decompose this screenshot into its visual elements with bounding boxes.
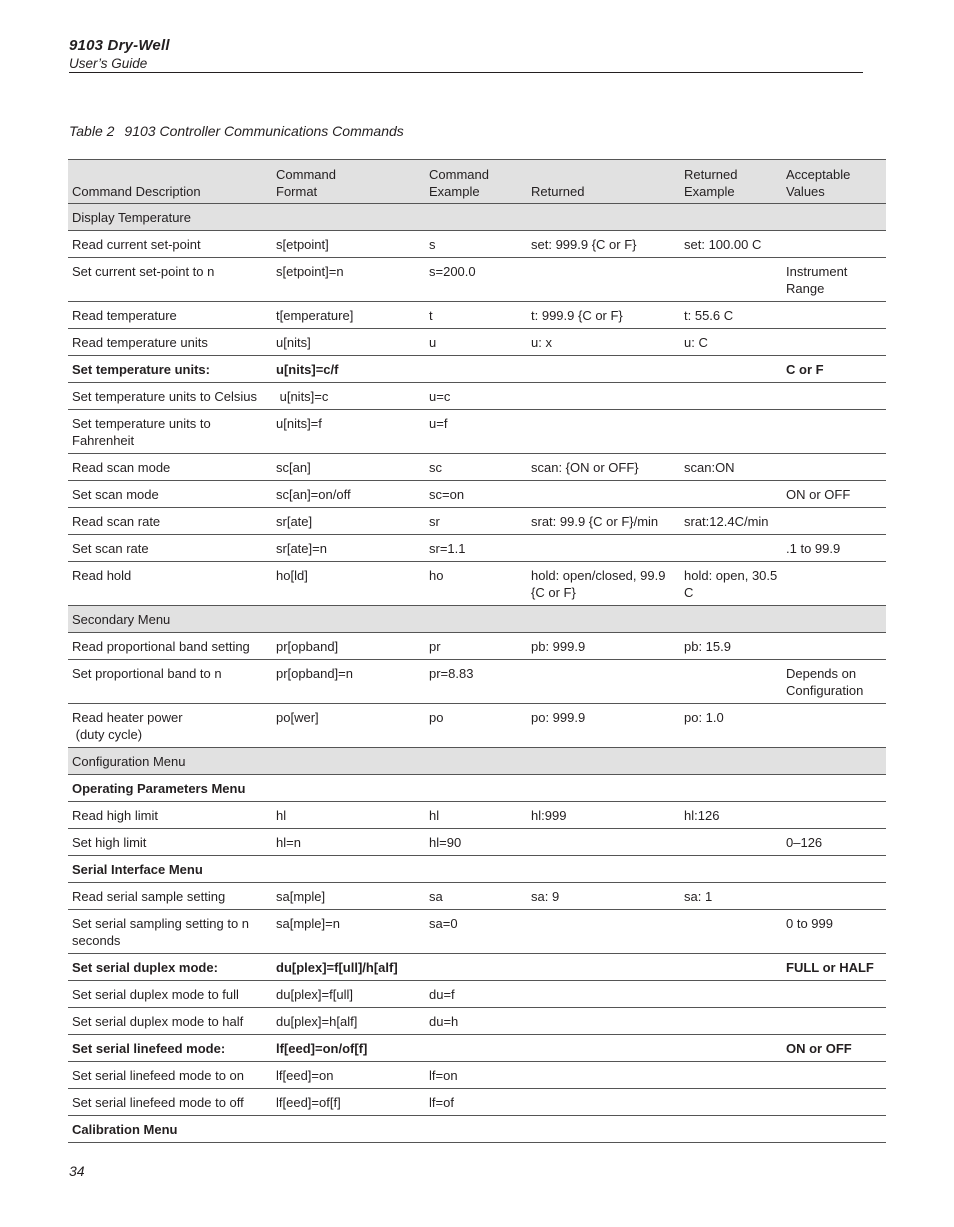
- cell-returned-example: [680, 204, 782, 231]
- cell-example: [425, 954, 527, 981]
- table-row: [68, 802, 886, 829]
- cell-example: [425, 748, 527, 775]
- cell-example: pr=8.83: [425, 660, 527, 704]
- cell-returned-example: set: 100.00 C: [680, 231, 782, 258]
- cell-format: [272, 748, 425, 775]
- cell-example: s=200.0: [425, 258, 527, 302]
- cell-example: t: [425, 302, 527, 329]
- cell-acceptable-values: [782, 454, 886, 481]
- cell-returned-example: [680, 981, 782, 1008]
- cell-acceptable-values: 0 to 999: [782, 910, 886, 954]
- cell-description: Set serial duplex mode:: [68, 954, 272, 981]
- cell-returned-example: [680, 775, 782, 802]
- cell-returned-example: [680, 660, 782, 704]
- table-row: [68, 1116, 886, 1143]
- cell-format: sc[an]=on/off: [272, 481, 425, 508]
- cell-example: s: [425, 231, 527, 258]
- cell-acceptable-values: [782, 302, 886, 329]
- cell-format: sr[ate]: [272, 508, 425, 535]
- cell-description: Read hold: [68, 562, 272, 606]
- cell-description: Set temperature units to Celsius: [68, 383, 272, 410]
- table-header: [68, 160, 886, 204]
- cell-returned: [527, 775, 680, 802]
- cell-returned-example: srat:12.4C/min: [680, 508, 782, 535]
- cell-returned-example: [680, 856, 782, 883]
- cell-format: [272, 204, 425, 231]
- table-row: [68, 1062, 886, 1089]
- cell-returned: set: 999.9 {C or F}: [527, 231, 680, 258]
- cell-format: sa[mple]=n: [272, 910, 425, 954]
- cell-returned-example: [680, 1035, 782, 1062]
- cell-description: Read temperature: [68, 302, 272, 329]
- cell-returned-example: [680, 606, 782, 633]
- cell-acceptable-values: [782, 383, 886, 410]
- cell-returned: t: 999.9 {C or F}: [527, 302, 680, 329]
- column-header-acceptable-values: Acceptable Values: [782, 160, 886, 204]
- cell-returned-example: u: C: [680, 329, 782, 356]
- cell-format: u[nits]=c: [272, 383, 425, 410]
- cell-returned-example: [680, 481, 782, 508]
- cell-returned-example: hold: open, 30.5 C: [680, 562, 782, 606]
- cell-description: Set serial duplex mode to half: [68, 1008, 272, 1035]
- cell-format: [272, 775, 425, 802]
- cell-example: [425, 856, 527, 883]
- cell-returned: pb: 999.9: [527, 633, 680, 660]
- column-header-description: Command Description: [68, 160, 272, 204]
- commands-table: [68, 159, 886, 1143]
- table-caption: [69, 123, 404, 139]
- cell-format: sc[an]: [272, 454, 425, 481]
- cell-description: Set serial linefeed mode:: [68, 1035, 272, 1062]
- cell-description: Serial Interface Menu: [68, 856, 272, 883]
- cell-acceptable-values: [782, 633, 886, 660]
- table-row: [68, 383, 886, 410]
- cell-acceptable-values: [782, 748, 886, 775]
- cell-format: pr[opband]: [272, 633, 425, 660]
- cell-example: [425, 775, 527, 802]
- cell-example: du=f: [425, 981, 527, 1008]
- cell-example: [425, 204, 527, 231]
- table-row: [68, 910, 886, 954]
- cell-example: sc=on: [425, 481, 527, 508]
- cell-returned-example: sa: 1: [680, 883, 782, 910]
- cell-returned: sa: 9: [527, 883, 680, 910]
- cell-example: [425, 1035, 527, 1062]
- table-row: [68, 829, 886, 856]
- cell-returned: [527, 954, 680, 981]
- cell-description: Operating Parameters Menu: [68, 775, 272, 802]
- cell-returned: [527, 981, 680, 1008]
- cell-description: Set temperature units to Fahrenheit: [68, 410, 272, 454]
- cell-returned: u: x: [527, 329, 680, 356]
- cell-returned: po: 999.9: [527, 704, 680, 748]
- cell-description: Read high limit: [68, 802, 272, 829]
- table-row: [68, 410, 886, 454]
- cell-format: lf[eed]=on: [272, 1062, 425, 1089]
- cell-acceptable-values: [782, 562, 886, 606]
- cell-format: lf[eed]=on/of[f]: [272, 1035, 425, 1062]
- cell-format: ho[ld]: [272, 562, 425, 606]
- cell-example: [425, 1116, 527, 1143]
- cell-description: Configuration Menu: [68, 748, 272, 775]
- cell-example: lf=on: [425, 1062, 527, 1089]
- cell-returned-example: hl:126: [680, 802, 782, 829]
- table-row: [68, 454, 886, 481]
- cell-acceptable-values: ON or OFF: [782, 481, 886, 508]
- cell-format: t[emperature]: [272, 302, 425, 329]
- cell-format: s[etpoint]: [272, 231, 425, 258]
- cell-returned-example: po: 1.0: [680, 704, 782, 748]
- cell-returned: [527, 383, 680, 410]
- cell-example: sa: [425, 883, 527, 910]
- table-row: [68, 481, 886, 508]
- cell-description: Read temperature units: [68, 329, 272, 356]
- cell-returned: scan: {ON or OFF}: [527, 454, 680, 481]
- column-header-example: Command Example: [425, 160, 527, 204]
- section-row: [68, 748, 886, 775]
- cell-example: sr: [425, 508, 527, 535]
- cell-format: du[plex]=f[ull]/h[alf]: [272, 954, 425, 981]
- cell-description: Set serial linefeed mode to off: [68, 1089, 272, 1116]
- cell-description: Secondary Menu: [68, 606, 272, 633]
- cell-format: hl: [272, 802, 425, 829]
- cell-description: Read scan rate: [68, 508, 272, 535]
- cell-acceptable-values: [782, 1089, 886, 1116]
- table-row: [68, 660, 886, 704]
- cell-returned: [527, 535, 680, 562]
- document-subtitle: User’s Guide: [69, 56, 148, 71]
- cell-example: [425, 356, 527, 383]
- cell-acceptable-values: [782, 329, 886, 356]
- cell-example: u=f: [425, 410, 527, 454]
- cell-acceptable-values: [782, 231, 886, 258]
- cell-format: [272, 606, 425, 633]
- cell-description: Read scan mode: [68, 454, 272, 481]
- table-body: [68, 204, 886, 1143]
- cell-returned-example: [680, 910, 782, 954]
- cell-acceptable-values: C or F: [782, 356, 886, 383]
- cell-format: po[wer]: [272, 704, 425, 748]
- cell-format: u[nits]: [272, 329, 425, 356]
- cell-example: sa=0: [425, 910, 527, 954]
- table-row: [68, 633, 886, 660]
- table-row: [68, 704, 886, 748]
- cell-description: Set temperature units:: [68, 356, 272, 383]
- cell-returned-example: [680, 954, 782, 981]
- cell-example: u=c: [425, 383, 527, 410]
- cell-returned-example: [680, 829, 782, 856]
- document-title: 9103 Dry-Well: [69, 37, 170, 54]
- cell-description: Set proportional band to n: [68, 660, 272, 704]
- cell-acceptable-values: ON or OFF: [782, 1035, 886, 1062]
- cell-description: Set serial sampling setting to n seconds: [68, 910, 272, 954]
- cell-returned-example: [680, 410, 782, 454]
- cell-acceptable-values: [782, 802, 886, 829]
- cell-description: Calibration Menu: [68, 1116, 272, 1143]
- column-header-format: Command Format: [272, 160, 425, 204]
- cell-format: hl=n: [272, 829, 425, 856]
- cell-returned: [527, 1116, 680, 1143]
- cell-returned: [527, 829, 680, 856]
- table-row: [68, 356, 886, 383]
- cell-returned: [527, 204, 680, 231]
- cell-returned-example: [680, 1062, 782, 1089]
- cell-description: Set scan mode: [68, 481, 272, 508]
- cell-format: sr[ate]=n: [272, 535, 425, 562]
- cell-example: sc: [425, 454, 527, 481]
- header-row: [68, 160, 886, 204]
- page-number: 34: [69, 1163, 85, 1179]
- cell-format: du[plex]=h[alf]: [272, 1008, 425, 1035]
- table-row: [68, 508, 886, 535]
- table-row: [68, 535, 886, 562]
- cell-acceptable-values: [782, 981, 886, 1008]
- cell-returned-example: [680, 258, 782, 302]
- cell-acceptable-values: [782, 204, 886, 231]
- table-row: [68, 954, 886, 981]
- cell-returned: [527, 856, 680, 883]
- cell-acceptable-values: [782, 775, 886, 802]
- table-row: [68, 562, 886, 606]
- table-row: [68, 883, 886, 910]
- cell-example: po: [425, 704, 527, 748]
- cell-format: [272, 1116, 425, 1143]
- cell-returned-example: [680, 1116, 782, 1143]
- cell-description: Read proportional band setting: [68, 633, 272, 660]
- cell-returned-example: [680, 535, 782, 562]
- cell-description: Set serial linefeed mode to on: [68, 1062, 272, 1089]
- table-row: [68, 302, 886, 329]
- cell-returned-example: [680, 1089, 782, 1116]
- cell-acceptable-values: FULL or HALF: [782, 954, 886, 981]
- table-row: [68, 1008, 886, 1035]
- cell-acceptable-values: [782, 508, 886, 535]
- cell-returned: [527, 1089, 680, 1116]
- cell-returned-example: t: 55.6 C: [680, 302, 782, 329]
- cell-returned: [527, 1062, 680, 1089]
- cell-example: ho: [425, 562, 527, 606]
- cell-acceptable-values: [782, 704, 886, 748]
- cell-example: u: [425, 329, 527, 356]
- cell-acceptable-values: Instrument Range: [782, 258, 886, 302]
- section-row: [68, 204, 886, 231]
- cell-example: sr=1.1: [425, 535, 527, 562]
- section-row: [68, 606, 886, 633]
- cell-format: u[nits]=c/f: [272, 356, 425, 383]
- cell-acceptable-values: .1 to 99.9: [782, 535, 886, 562]
- table-row: [68, 775, 886, 802]
- cell-returned: [527, 1035, 680, 1062]
- cell-returned: [527, 606, 680, 633]
- cell-returned: [527, 1008, 680, 1035]
- table-row: [68, 981, 886, 1008]
- cell-returned-example: scan:ON: [680, 454, 782, 481]
- cell-returned-example: pb: 15.9: [680, 633, 782, 660]
- table-row: [68, 329, 886, 356]
- cell-acceptable-values: [782, 856, 886, 883]
- table-row: [68, 258, 886, 302]
- cell-returned: [527, 481, 680, 508]
- table-row: [68, 231, 886, 258]
- cell-example: lf=of: [425, 1089, 527, 1116]
- table-row: [68, 1089, 886, 1116]
- cell-returned-example: [680, 383, 782, 410]
- table-caption-label: Table 2: [69, 123, 115, 139]
- cell-returned: [527, 910, 680, 954]
- cell-description: Set serial duplex mode to full: [68, 981, 272, 1008]
- cell-acceptable-values: [782, 883, 886, 910]
- cell-returned-example: [680, 356, 782, 383]
- cell-description: Set scan rate: [68, 535, 272, 562]
- cell-returned: [527, 356, 680, 383]
- cell-acceptable-values: [782, 1116, 886, 1143]
- cell-description: Read current set-point: [68, 231, 272, 258]
- cell-acceptable-values: 0–126: [782, 829, 886, 856]
- header-divider: [69, 72, 863, 73]
- cell-returned: [527, 410, 680, 454]
- cell-acceptable-values: [782, 1008, 886, 1035]
- cell-format: lf[eed]=of[f]: [272, 1089, 425, 1116]
- cell-format: sa[mple]: [272, 883, 425, 910]
- cell-returned-example: [680, 1008, 782, 1035]
- cell-example: [425, 606, 527, 633]
- cell-example: du=h: [425, 1008, 527, 1035]
- cell-acceptable-values: [782, 606, 886, 633]
- cell-acceptable-values: [782, 1062, 886, 1089]
- cell-description: Set high limit: [68, 829, 272, 856]
- cell-returned: [527, 258, 680, 302]
- column-header-returned-example: Returned Example: [680, 160, 782, 204]
- cell-example: hl: [425, 802, 527, 829]
- cell-acceptable-values: Depends on Configuration: [782, 660, 886, 704]
- column-header-returned: Returned: [527, 160, 680, 204]
- cell-format: u[nits]=f: [272, 410, 425, 454]
- cell-returned: hl:999: [527, 802, 680, 829]
- table-row: [68, 1035, 886, 1062]
- cell-format: [272, 856, 425, 883]
- cell-format: pr[opband]=n: [272, 660, 425, 704]
- cell-example: pr: [425, 633, 527, 660]
- cell-returned-example: [680, 748, 782, 775]
- cell-format: s[etpoint]=n: [272, 258, 425, 302]
- cell-format: du[plex]=f[ull]: [272, 981, 425, 1008]
- cell-description: Display Temperature: [68, 204, 272, 231]
- table-row: [68, 856, 886, 883]
- table-caption-text: 9103 Controller Communications Commands: [124, 123, 404, 139]
- cell-acceptable-values: [782, 410, 886, 454]
- cell-returned: [527, 660, 680, 704]
- cell-description: Read serial sample setting: [68, 883, 272, 910]
- cell-description: Read heater power (duty cycle): [68, 704, 272, 748]
- cell-example: hl=90: [425, 829, 527, 856]
- cell-returned: hold: open/closed, 99.9 {C or F}: [527, 562, 680, 606]
- cell-returned: srat: 99.9 {C or F}/min: [527, 508, 680, 535]
- cell-description: Set current set-point to n: [68, 258, 272, 302]
- cell-returned: [527, 748, 680, 775]
